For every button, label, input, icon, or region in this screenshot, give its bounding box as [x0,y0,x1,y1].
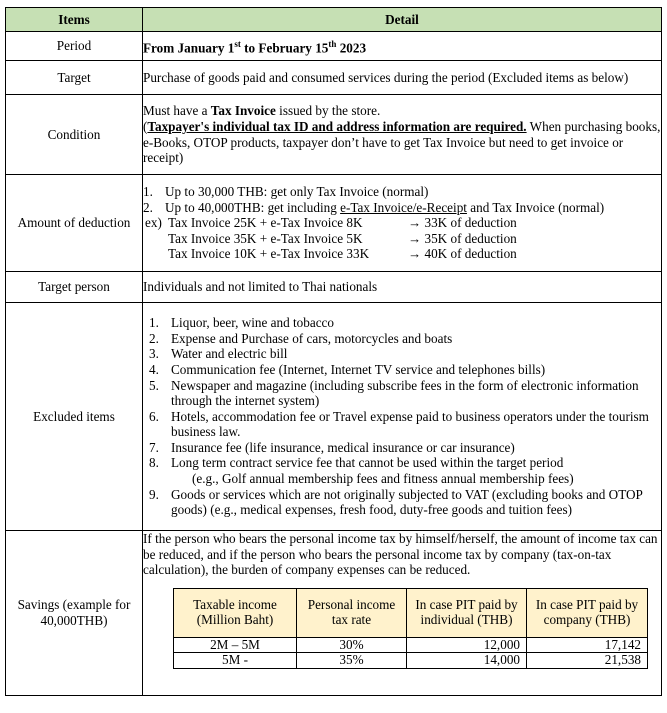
condition-label: Condition [6,95,143,175]
savings-label: Savings (example for 40,000THB) [6,531,143,696]
example-row: Tax Invoice 10K + e-Tax Invoice 33K → 40K of deduction [168,246,517,262]
savings-row [6,531,662,696]
list-item: 2. Up to 40,000THB: get including e-Tax Invoice/e-Receipt and Tax Invoice (normal) [143,199,605,215]
table-cell: 5M - [174,653,297,669]
savings-text: If the person who bears the personal income tax by himself/herself, the amount of income tax can be reduced, and if the person who bears the personal income tax by company (tax-on-tax calculation), the burden of company expenses can be reduced. [143,531,658,578]
excluded-row [6,303,662,531]
target-label: Target [6,61,143,95]
taxable-income-header: Taxable income (Million Baht) [174,588,297,637]
arrow-icon: → [408,246,422,262]
excluded-label: Excluded items [6,303,143,531]
table-row [174,637,648,653]
amount-list [143,184,661,215]
list-item: 5. Newspaper and magazine (including subscribe fees in the form of electronic information through the internet system) [149,377,639,409]
list-item: 6. Hotels, accommodation fee or Travel expense paid to business operators under the tourism business law. [149,408,649,440]
individual-header: In case PIT paid by individual (THB) [407,588,527,637]
amount-label: Amount of deduction [6,175,143,272]
target-person-row [6,272,662,303]
amount-value [143,175,662,272]
header-row [6,8,662,32]
promotion-table [5,7,662,696]
list-item: 7. Insurance fee (life insurance, medical insurance or car insurance) [149,439,515,455]
table-row [174,653,648,669]
target-person-value: Individuals and not limited to Thai nationals [143,272,662,303]
table-cell: 35% [297,653,407,669]
company-header: In case PIT paid by company (THB) [527,588,648,637]
target-person-label: Target person [6,272,143,303]
deduction-examples [143,215,661,262]
condition-value: Must have a Tax Invoice issued by the store. (Taxpayer's individual tax ID and address information are required. When purchasing books, e-Books, OTOP products, taxpayer don’t have to get Tax Invoice but need to get invoice or receipt) [143,95,662,175]
tax-rate-header: Personal income tax rate [297,588,407,637]
list-item: 2. Expense and Purchase of cars, motorcycles and boats [149,330,453,346]
excluded-value [143,303,662,531]
list-item: 8. Long term contract service fee that cannot be used within the target period (e.g., Golf annual membership fees and fitness annual membership fees) [149,455,574,487]
table-cell: 30% [297,637,407,653]
detail-header: Detail [143,8,662,32]
target-row [6,61,662,95]
savings-value [143,531,662,696]
period-label: Period [6,32,143,61]
table-cell: 2M – 5M [174,637,297,653]
table-cell: 17,142 [527,637,648,653]
savings-table [173,588,648,669]
table-cell: 12,000 [407,637,527,653]
table-cell: 14,000 [407,653,527,669]
condition-row [6,95,662,175]
example-row: ex) Tax Invoice 25K + e-Tax Invoice 8K → 33K of deduction [145,215,517,231]
list-item: 1. Up to 30,000 THB: get only Tax Invoice (normal) [143,184,429,200]
items-header: Items [6,8,143,32]
period-value: From January 1st to February 15th 2023 [143,32,662,61]
target-value: Purchase of goods paid and consumed services during the period (Excluded items as below) [143,61,662,95]
excluded-list [143,315,661,518]
arrow-icon: → [408,215,422,231]
list-item: 4. Communication fee (Internet, Internet TV service and telephones bills) [149,361,546,377]
list-item: 1. Liquor, beer, wine and tobacco [149,315,334,331]
example-row: Tax Invoice 35K + e-Tax Invoice 5K → 35K of deduction [168,230,517,246]
arrow-icon: → [408,230,422,246]
period-row [6,32,662,61]
savings-header-row [174,588,648,637]
list-item: 3. Water and electric bill [149,346,288,362]
list-item: 9. Goods or services which are not originally subjected to VAT (excluding books and OTOP goods) (e.g., medical expenses, fresh food, duty-free goods and tuition fees) [149,486,643,518]
amount-row [6,175,662,272]
table-cell: 21,538 [527,653,648,669]
